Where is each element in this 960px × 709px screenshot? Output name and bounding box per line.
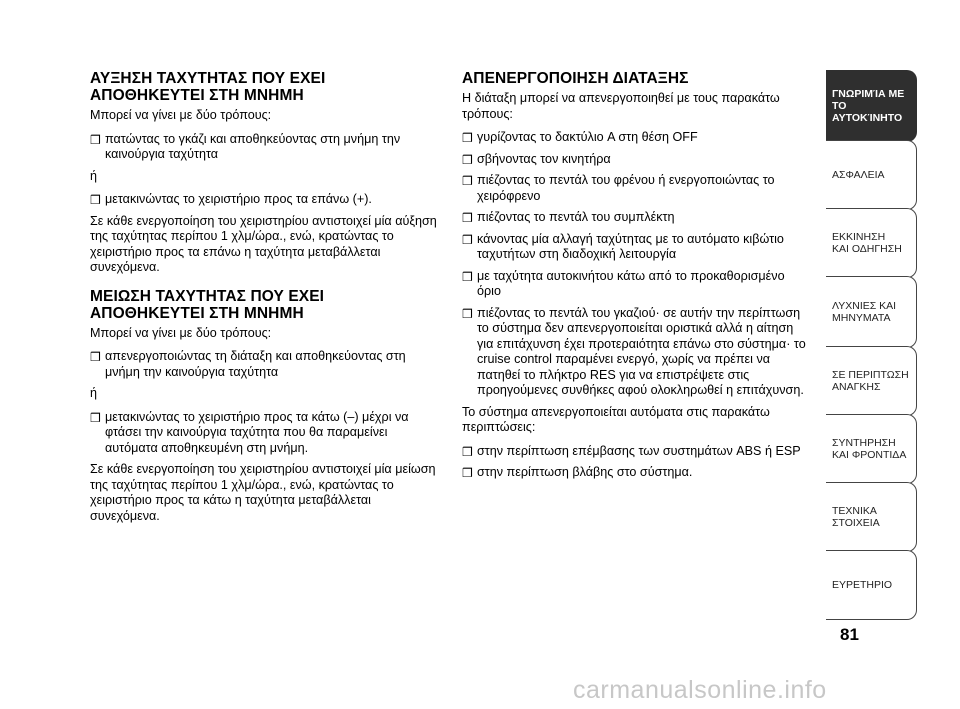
checkbox-bullet-icon: ❒ [90,132,101,147]
heading-speed-increase: ΑΥΞΗΣΗ ΤΑΧΥΤΗΤΑΣ ΠΟΥ ΕΧΕΙ ΑΠΟΘΗΚΕΥΤΕΙ ΣΤΗ ΜΝΗΜΗ [90,70,326,104]
page-number: 81 [840,625,859,644]
or-text: ή [90,168,98,183]
list-item: ❒ πιέζοντας το πεντάλ του συμπλέκτη [462,210,675,225]
checkbox-bullet-icon: ❒ [462,466,473,480]
checkbox-bullet-icon: ❒ [462,444,473,459]
checkbox-bullet-icon: ❒ [462,232,473,247]
list-item: ❒ στην περίπτωση επέμβασης των συστημάτων ABS ή ESP [462,443,801,459]
list-item: ❒ με ταχύτητα αυτοκινήτου κάτω από το προκαθορισμένο όριο [462,268,785,298]
checkbox-bullet-icon: ❒ [462,269,473,284]
list-item: ❒ μετακινώντας το χειριστήριο προς τα κάτω (–) μέχρι να φτάσει την καινούργια ταχύτητα που θα παραμείνει αυτόματα αποθηκευμένη στη μνήμη. [90,409,409,455]
list-item: ❒ μετακινώντας το χειριστήριο προς τα επάνω (+). [90,192,372,207]
left-column [90,70,440,532]
right-column [462,70,812,487]
list-item: ❒ απενεργοποιώντας τη διάταξη και αποθηκεύοντας στη μνήμη την καινούργια ταχύτητα [90,349,406,379]
list-item: ❒ κάνοντας μία αλλαγή ταχύτητας με το αυτόματο κιβώτιο ταχυτήτων στη διαδοχική λειτουργία [462,231,784,261]
paragraph: Το σύστημα απενεργοποιείται αυτόματα στις παρακάτω περιπτώσεις: [462,404,770,434]
tab-warning-lights[interactable]: ΛΥΧΝΙΕΣ ΚΑΙ ΜΗΝΥΜΑΤΑ [826,276,917,348]
tab-vehicle-intro[interactable]: ΓΝΩΡΙΜΊΑ ΜΕ ΤΟ ΑΥΤΟΚΊΝΗΤΟ [826,70,917,142]
checkbox-bullet-icon: ❒ [90,350,101,364]
list-item: ❒ πατώντας το γκάζι και αποθηκεύοντας στη μνήμη την καινούργια ταχύτητα [90,131,401,161]
paragraph: Μπορεί να γίνει με δύο τρόπους: [90,325,272,340]
tab-emergency[interactable]: ΣΕ ΠΕΡΙΠΤΩΣΗ ΑΝΑΓΚΗΣ [826,346,917,416]
watermark: carmanualsonline.info [573,676,827,704]
tab-starting-driving[interactable]: ΕΚΚΙΝΗΣΗ ΚΑΙ ΟΔΗΓΗΣΗ [826,208,917,278]
paragraph: Μπορεί να γίνει με δύο τρόπους: [90,108,272,122]
paragraph: Η διάταξη μπορεί να απενεργοποιηθεί με τους παρακάτω τρόπους: [462,91,780,121]
tab-technical-data[interactable]: ΤΕΧΝΙΚΑ ΣΤΟΙΧΕΙΑ [826,482,917,552]
list-item: ❒ πιέζοντας το πεντάλ του φρένου ή ενεργοποιώντας το χειρόφρενο [462,173,775,203]
checkbox-bullet-icon: ❒ [462,152,473,167]
heading-speed-decrease: ΜΕΙΩΣΗ ΤΑΧΥΤΗΤΑΣ ΠΟΥ ΕΧΕΙ ΑΠΟΘΗΚΕΥΤΕΙ ΣΤΗ ΜΝΗΜΗ [90,287,325,322]
list-item: ❒ πιέζοντας το πεντάλ του γκαζιού· σε αυτήν την περίπτωση το σύστημα δεν απενεργοποιείται οριστικά αλλά η αίτηση για επιτάχυνση έχει προτεραιότητα επάνω στο σύστημα· το cruise control παραμένει ενεργό, χωρίς να πρέπει να πατηθεί το πλήκτρο RES για να επιστρέψετε στις προηγούμενες συνθήκες αφού ολοκληρωθεί η επιτάχυνση. [462,305,806,397]
checkbox-bullet-icon: ❒ [462,131,473,145]
paragraph: Σε κάθε ενεργοποίηση του χειριστηρίου αντιστοιχεί μία μείωση της ταχύτητας περίπου 1 χλμ/ώρα., ενώ, κρατώντας το χειριστήριο προς τα κάτω η ταχύτητα μεταβάλλεται συνεχόμενα. [90,462,436,523]
checkbox-bullet-icon: ❒ [462,306,473,321]
tab-safety[interactable]: ΑΣΦΑΛΕΙΑ [826,140,917,210]
list-item: ❒ γυρίζοντας το δακτύλιο A στη θέση OFF [462,130,698,145]
checkbox-bullet-icon: ❒ [462,174,473,188]
tab-maintenance[interactable]: ΣΥΝΤΗΡΗΣΗ ΚΑΙ ΦΡΟΝΤΙΔΑ [826,414,917,484]
heading-deactivation: ΑΠΕΝΕΡΓΟΠΟΙΗΣΗ ΔΙΑΤΑΞΗΣ [462,70,689,87]
or-text: ή [90,386,98,400]
checkbox-bullet-icon: ❒ [90,193,101,207]
checkbox-bullet-icon: ❒ [90,410,101,425]
list-item: ❒ στην περίπτωση βλάβης στο σύστημα. [462,465,693,480]
tab-index[interactable]: ΕΥΡΕΤΗΡΙΟ [826,550,917,620]
paragraph: Σε κάθε ενεργοποίηση του χειριστηρίου αντιστοιχεί μία αύξηση της ταχύτητας περίπου 1 χλμ/ώρα., ενώ, κρατώντας το χειριστήριο προς τα επάνω η ταχύτητα μεταβάλλεται συνεχόμενα. [90,213,437,274]
checkbox-bullet-icon: ❒ [462,211,473,225]
list-item: ❒ σβήνοντας τον κινητήρα [462,151,611,167]
